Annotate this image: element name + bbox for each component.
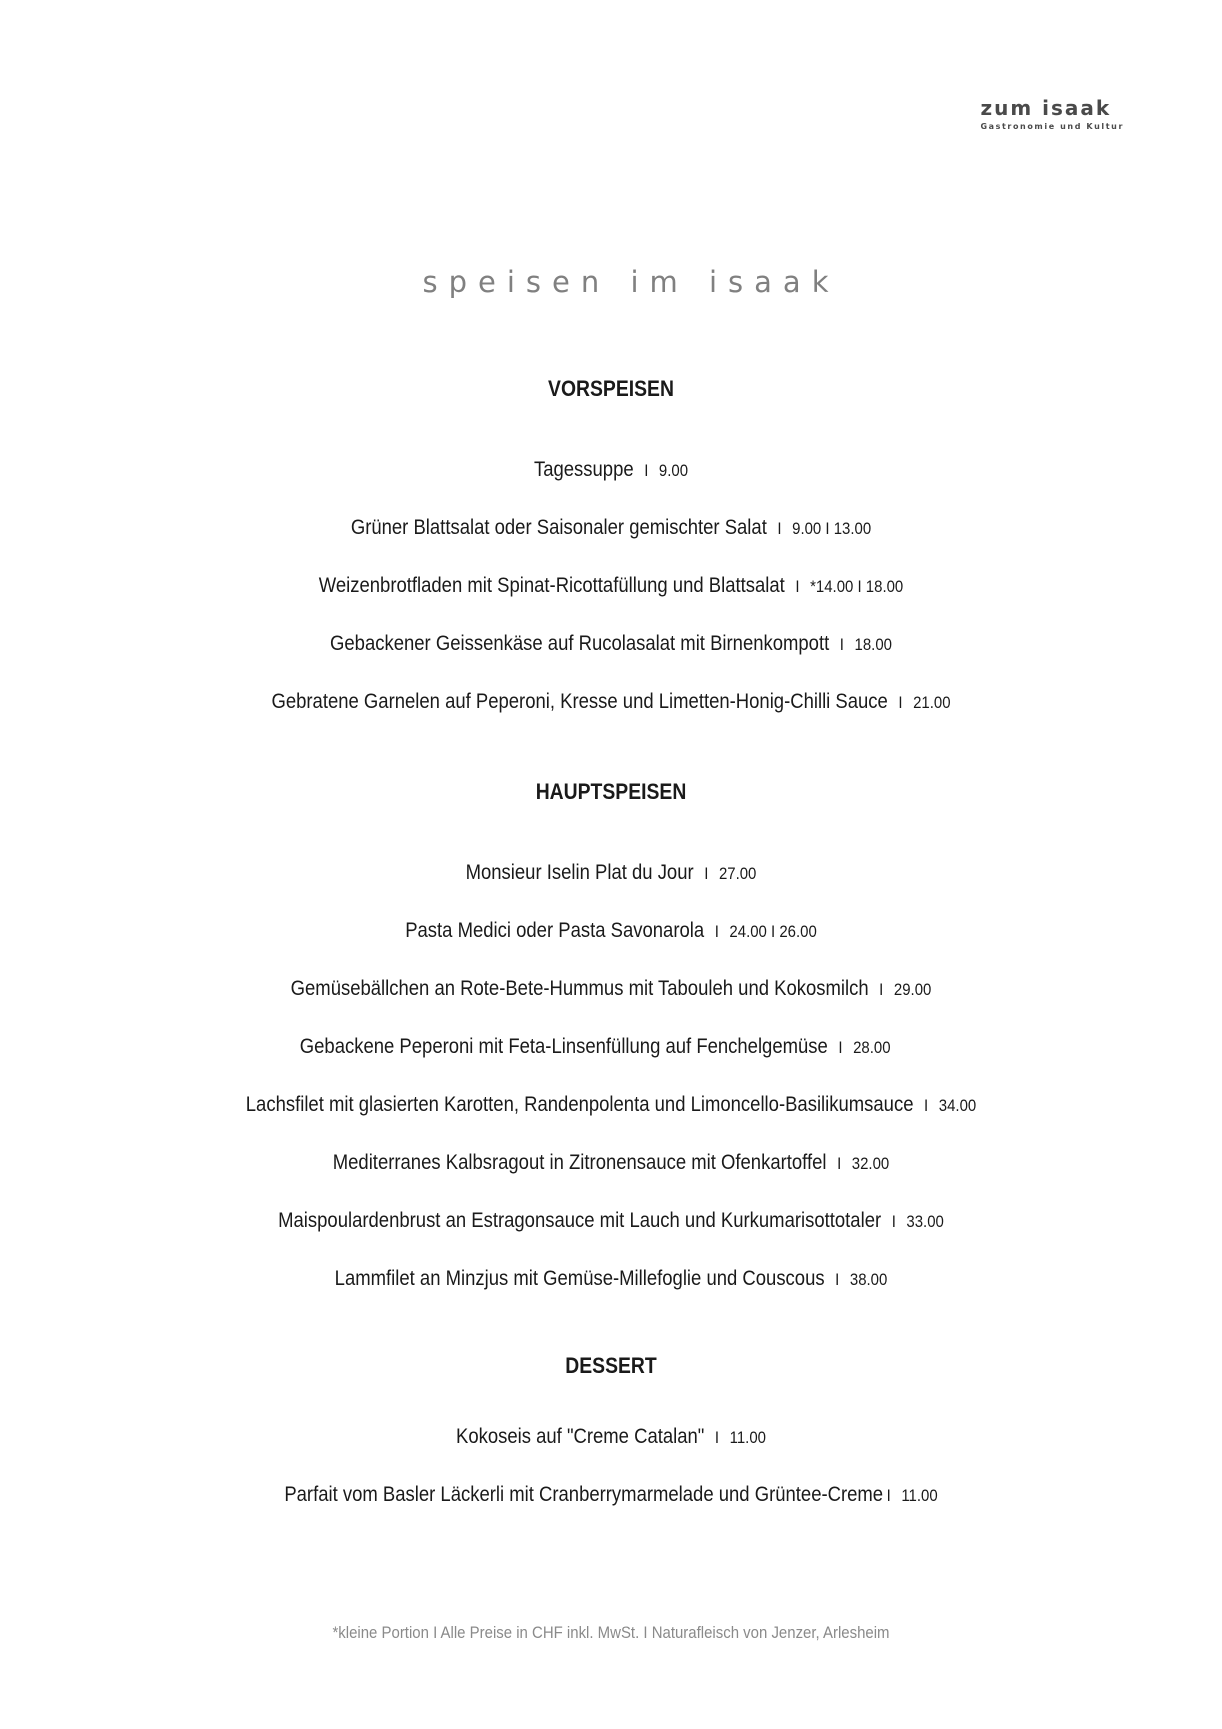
menu-item: [73, 1035, 1148, 1059]
menu-item-name: Maispoulardenbrust an Estragonsauce mit Lauch und Kurkumarisottotaler: [278, 1209, 882, 1232]
menu-item: [73, 919, 1148, 943]
menu-item: [73, 632, 1148, 656]
menu-item-name: Lammfilet an Minzjus mit Gemüse-Millefoglie und Couscous: [334, 1267, 825, 1290]
menu-item: [73, 861, 1148, 885]
menu-item: [73, 516, 1148, 540]
menu-item-name: Gebratene Garnelen auf Peperoni, Kresse und Limetten-Honig-Chilli Sauce: [271, 690, 888, 713]
menu-item-name: Gemüsebällchen an Rote-Bete-Hummus mit Tabouleh und Kokosmilch: [290, 977, 869, 1000]
menu-item-price: *14.00 I 18.00: [810, 577, 904, 596]
menu-item: [73, 1093, 1148, 1117]
separator: I: [644, 461, 649, 480]
page-title: speisen im isaak: [422, 265, 840, 299]
menu-item-price: 9.00: [658, 461, 689, 480]
menu-item-name: Grüner Blattsalat oder Saisonaler gemischter Salat: [350, 516, 767, 539]
menu-item: [73, 574, 1148, 598]
separator: I: [886, 1486, 891, 1505]
menu-item-name: Kokoseis auf "Creme Catalan": [456, 1425, 705, 1448]
section-title-vorspeisen: VORSPEISEN: [548, 376, 674, 401]
menu-item-price: 24.00 I 26.00: [729, 922, 817, 941]
separator: I: [795, 577, 800, 596]
separator: I: [879, 980, 884, 999]
menu-item: [73, 1267, 1148, 1291]
logo-name: zum isaak: [980, 96, 1112, 120]
separator: I: [837, 1154, 842, 1173]
menu-item-price: 33.00: [906, 1212, 944, 1231]
menu-item-name: Monsieur Iselin Plat du Jour: [465, 861, 694, 884]
menu-item: [73, 458, 1148, 482]
menu-item-price: 29.00: [893, 980, 932, 999]
menu-item-name: Tagessuppe: [533, 458, 634, 481]
logo-tagline: Gastronomie und Kultur: [980, 122, 1124, 131]
menu-item-name: Weizenbrotfladen mit Spinat-Ricottafüllung und Blattsalat: [318, 574, 785, 597]
menu-item-price: 28.00: [853, 1038, 891, 1057]
separator: I: [898, 693, 903, 712]
footer-note: *kleine Portion I Alle Preise in CHF inkl. MwSt. I Naturafleisch von Jenzer, Arlesheim: [332, 1623, 890, 1642]
separator: I: [704, 864, 709, 883]
logo: [980, 98, 1124, 131]
separator: I: [891, 1212, 896, 1231]
menu-item-name: Mediterranes Kalbsragout in Zitronensauce mit Ofenkartoffel: [332, 1151, 827, 1174]
menu-item-price: 18.00: [854, 635, 892, 654]
section-title-dessert: DESSERT: [565, 1353, 657, 1378]
menu-item: [73, 1425, 1148, 1449]
menu-item-price: 38.00: [849, 1270, 888, 1289]
menu-item-name: Gebackene Peperoni mit Feta-Linsenfüllung auf Fenchelgemüse: [299, 1035, 828, 1058]
menu-item-name: Lachsfilet mit glasierten Karotten, Randenpolenta und Limoncello-Basilikumsauce: [245, 1093, 914, 1116]
separator: I: [777, 519, 782, 538]
separator: I: [835, 1270, 840, 1289]
menu-item-price: 11.00: [901, 1486, 938, 1505]
menu-item-price: 32.00: [851, 1154, 890, 1173]
menu-item: [73, 1209, 1148, 1233]
separator: I: [838, 1038, 843, 1057]
separator: I: [714, 922, 719, 941]
separator: I: [714, 1428, 720, 1447]
menu-item: [73, 690, 1148, 714]
menu-item-price: 11.00: [729, 1428, 766, 1447]
separator: I: [839, 635, 844, 654]
menu-item: [73, 1151, 1148, 1175]
section-title-hauptspeisen: HAUPTSPEISEN: [535, 779, 687, 804]
menu-item-price: 9.00 I 13.00: [792, 519, 872, 538]
separator: I: [924, 1096, 929, 1115]
menu-item-name: Pasta Medici oder Pasta Savonarola: [405, 919, 705, 942]
menu-item-price: 34.00: [938, 1096, 977, 1115]
menu-item-price: 21.00: [913, 693, 951, 712]
menu-item-price: 27.00: [718, 864, 757, 883]
menu-item-name: Gebackener Geissenkäse auf Rucolasalat mit Birnenkompott: [330, 632, 830, 655]
menu-item: [73, 1483, 1148, 1507]
menu-item-name: Parfait vom Basler Läckerli mit Cranberrymarmelade und Grüntee-Creme: [284, 1483, 884, 1506]
menu-item: [73, 977, 1148, 1001]
